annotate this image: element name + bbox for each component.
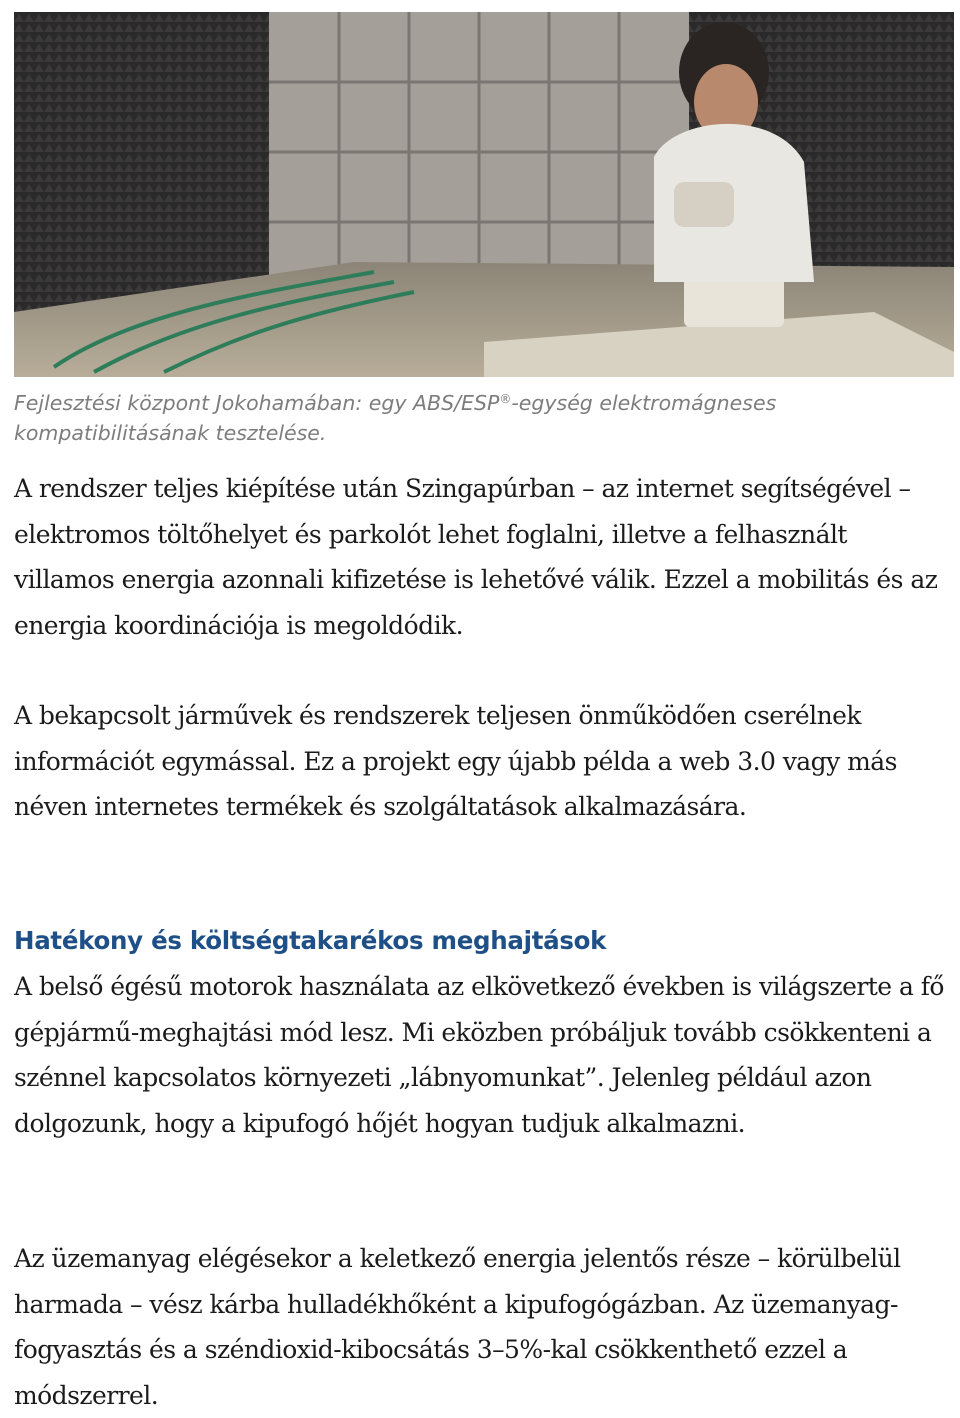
photo-caption (14, 384, 944, 448)
paragraph-connected-vehicles: A bekapcsolt járművek és rendszerek teljesen önműködően cserélnek információt egymással. Ez a projekt egy újabb példa a web 3.0 vagy más néven internetes termékek és szolgáltatások alkalmazására. (14, 701, 897, 821)
caption-text-before: Fejlesztési központ Jokohamában: egy ABS/ESP (14, 391, 500, 415)
caption-text-after: -egység elektromágneses kompatibilitásának tesztelése. (14, 391, 777, 445)
registered-trademark-sign: ® (499, 392, 512, 406)
section-heading: Hatékony és költségtakarékos meghajtások (14, 926, 607, 955)
paragraph-combustion-engines: A belső égésű motorok használata az elkövetkező években is világszerte a fő gépjármű-meghajtási mód lesz. Mi eközben próbáljuk tovább csökkenteni a szénnel kapcsolatos környezeti „lábnyomunkat”. Jelenleg például azon dolgozunk, hogy a kipufogó hőjét hogyan tudjuk alkalmazni. (14, 972, 944, 1138)
lab-photo (14, 12, 954, 377)
paragraph-singapore-charging: A rendszer teljes kiépítése után Szingapúrban – az internet segítségével – elektromos töltőhelyet és parkolót lehet foglalni, illetve a felhasznált villamos energia azonnali kifizetése is lehetővé válik. Ezzel a mobilitás és az energia koordinációja is megoldódik. (14, 474, 938, 640)
lab-photo-illustration (14, 12, 954, 377)
paragraph-waste-heat: Az üzemanyag elégésekor a keletkező energia jelentős része – körülbelül harmada – vész kárba hulladékhőként a kipufogógázban. Az üzemanyag-fogyasztás és a széndioxid-kibocsátás 3–5%-kal csökkenthető ezzel a módszerrel. (14, 1244, 901, 1410)
